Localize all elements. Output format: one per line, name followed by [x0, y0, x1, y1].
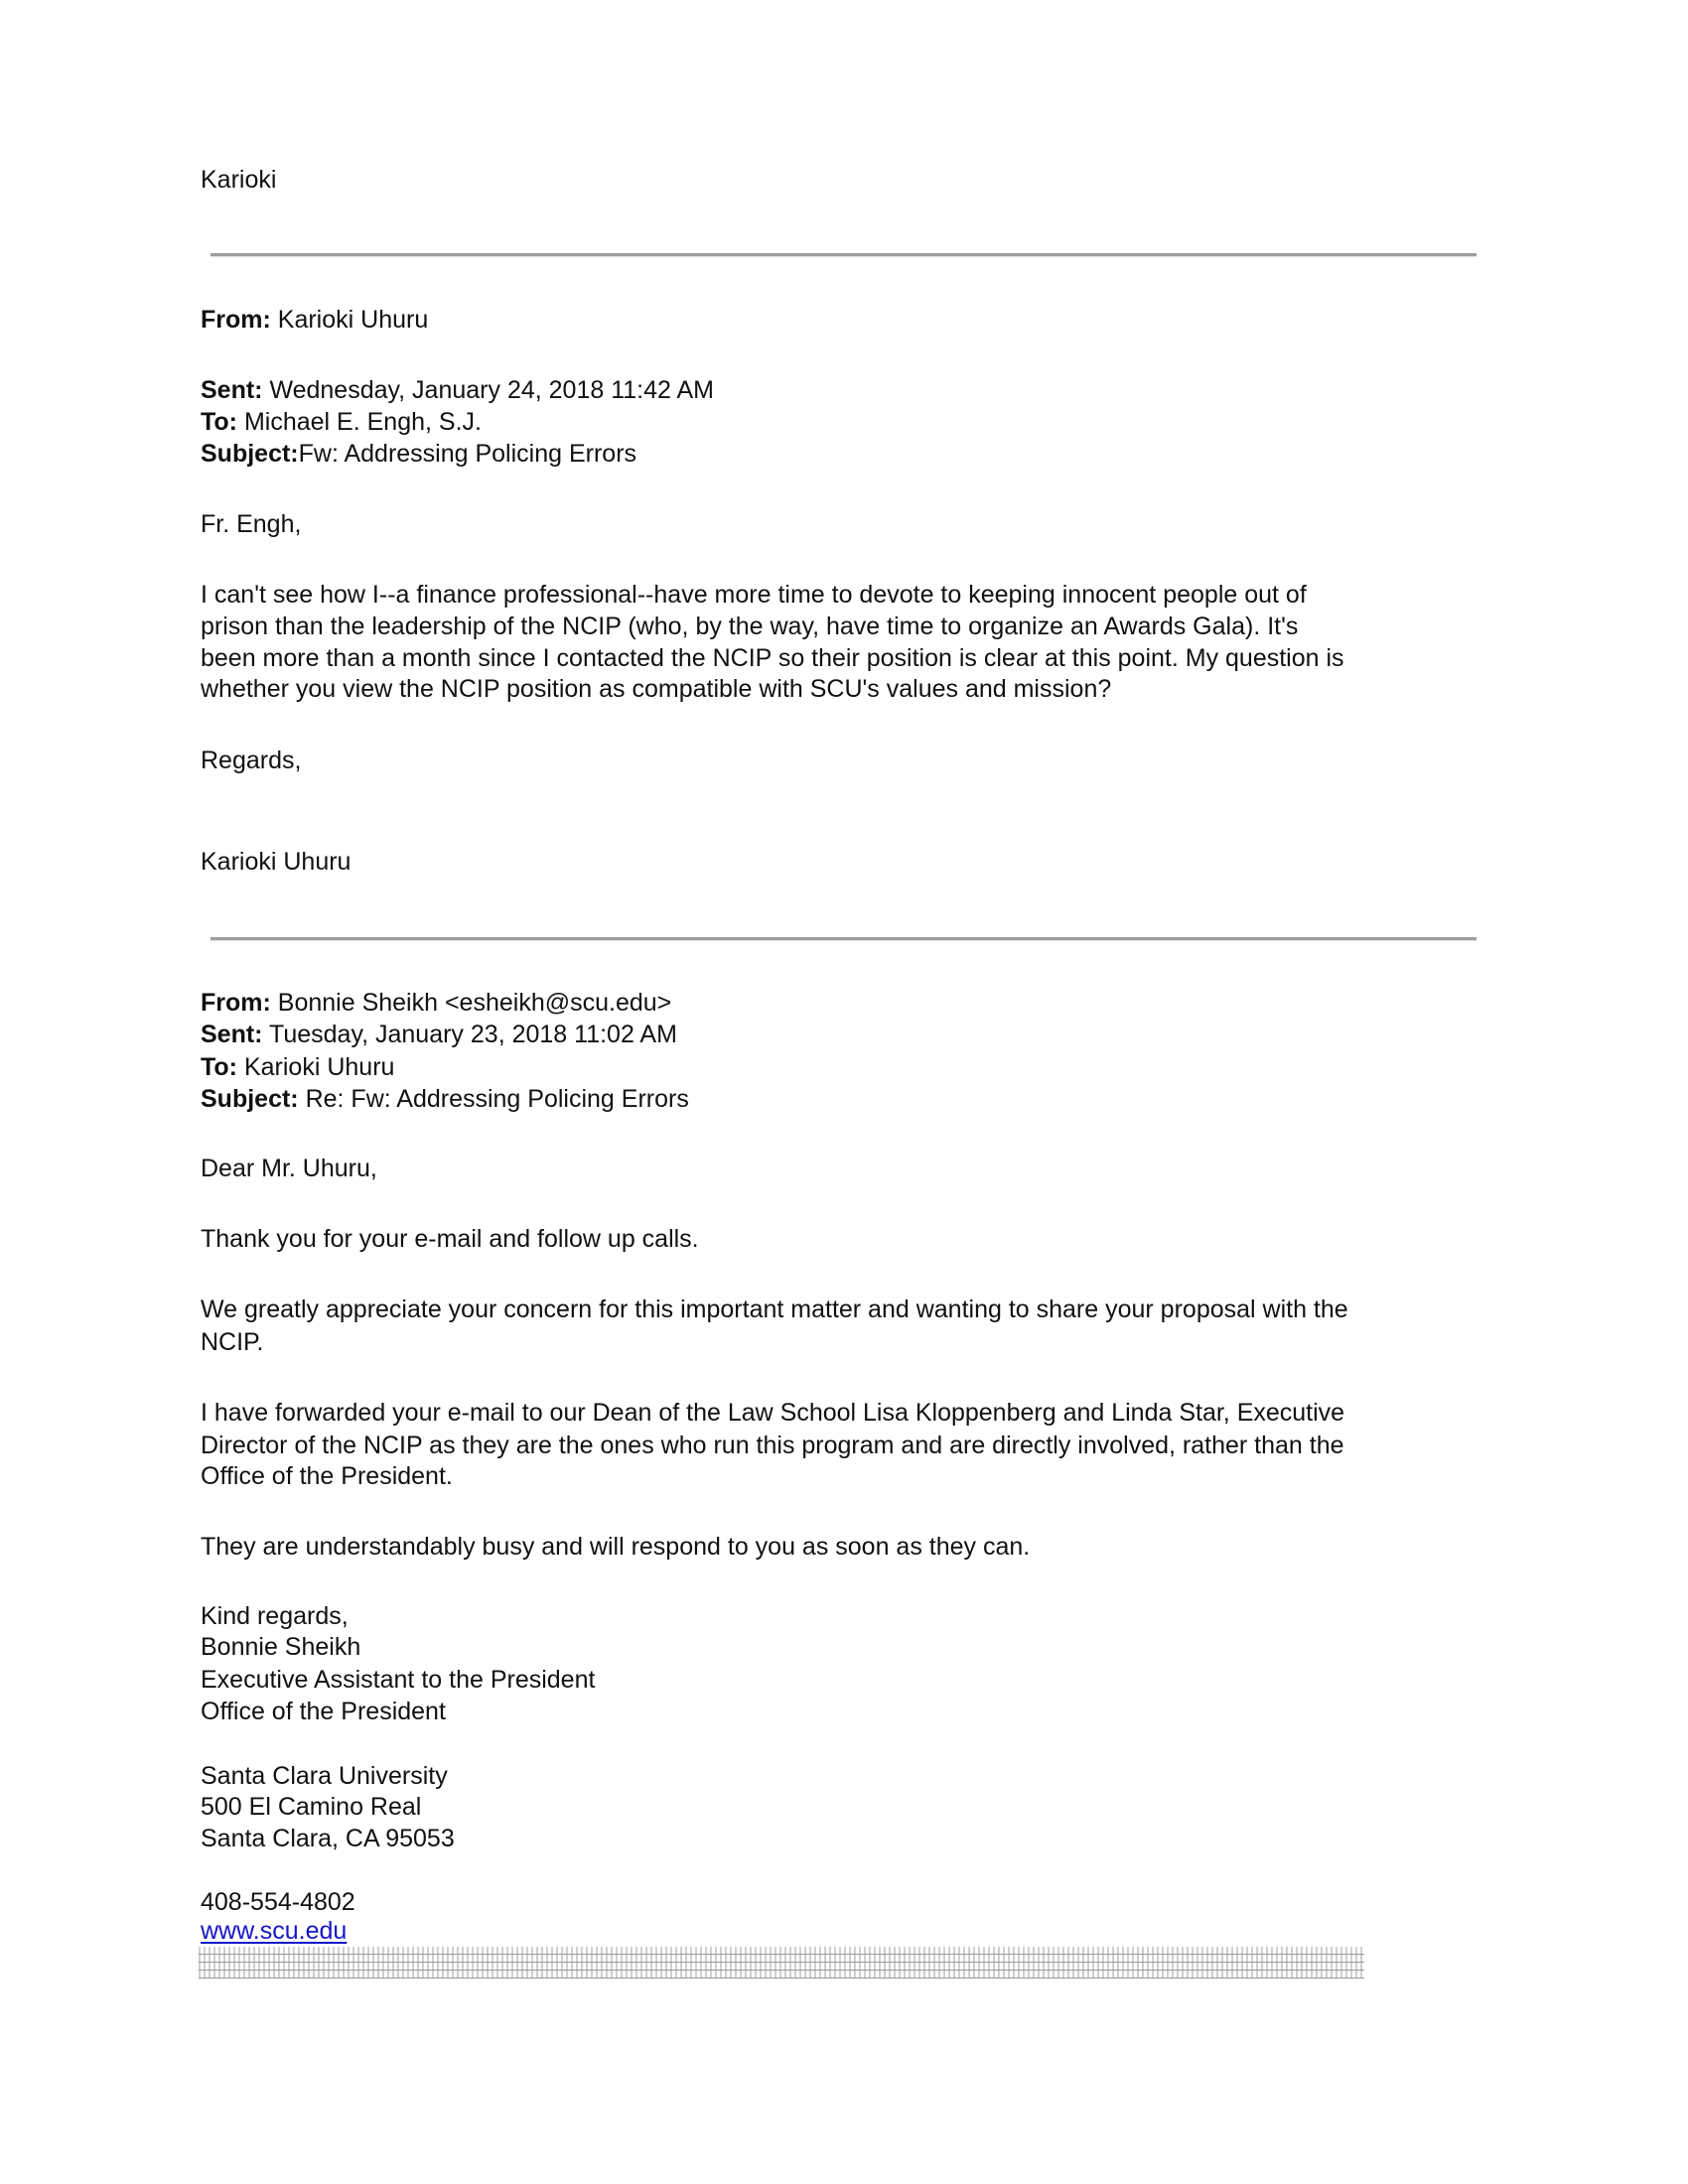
to-label: To: — [201, 408, 238, 436]
address-line: 500 El Camino Real — [201, 1793, 422, 1821]
subject-value: Fw: Addressing Policing Errors — [298, 440, 637, 468]
hatched-divider — [199, 1947, 1364, 1979]
email2-para3-line: Office of the President. — [201, 1462, 453, 1490]
phone-number: 408-554-4802 — [201, 1888, 355, 1916]
email2-sent — [201, 1019, 677, 1050]
subject-label: Subject: — [201, 440, 299, 468]
address-line: Santa Clara, CA 95053 — [201, 1825, 455, 1852]
email1-body-line: I can't see how I--a finance professional--have more time to devote to keeping innocent people out of — [201, 581, 1307, 609]
email1-greeting: Fr. Engh, — [201, 510, 302, 538]
email2-para2-line: NCIP. — [201, 1328, 264, 1356]
from-label: From: — [201, 306, 271, 334]
email1-from — [201, 304, 428, 336]
to-value: Michael E. Engh, S.J. — [243, 408, 482, 436]
email2-from — [201, 987, 671, 1019]
to-value: Karioki Uhuru — [243, 1053, 395, 1081]
email1-closing: Regards, — [201, 747, 302, 774]
email1-body-line: prison than the leadership of the NCIP (who, by the way, have time to organize an Awards Gala). It's — [201, 613, 1299, 640]
email2-para1: Thank you for your e-mail and follow up calls. — [201, 1225, 699, 1253]
website-link[interactable]: www.scu.edu — [201, 1917, 348, 1945]
email2-greeting: Dear Mr. Uhuru, — [201, 1155, 377, 1182]
subject-label: Subject: — [201, 1085, 299, 1113]
signature-office: Office of the President — [201, 1698, 446, 1725]
email1-sent — [201, 374, 714, 406]
to-label: To: — [201, 1053, 238, 1081]
separator-rule — [211, 937, 1477, 941]
website-line — [201, 1915, 347, 1947]
email2-para3-line: Director of the NCIP as they are the ones who run this program and are directly involved, rather than the — [201, 1432, 1344, 1459]
subject-value: Re: Fw: Addressing Policing Errors — [305, 1085, 689, 1113]
email2-para4: They are understandably busy and will respond to you as soon as they can. — [201, 1533, 1031, 1561]
sent-value: Wednesday, January 24, 2018 11:42 AM — [269, 376, 714, 404]
email2-para2-line: We greatly appreciate your concern for this important matter and wanting to share your proposal with the — [201, 1296, 1348, 1323]
from-value: Bonnie Sheikh <esheikh@scu.edu> — [277, 989, 672, 1017]
email2-para3-line: I have forwarded your e-mail to our Dean of the Law School Lisa Kloppenberg and Linda Star, Executive — [201, 1399, 1345, 1427]
signoff-name: Karioki — [201, 166, 277, 194]
email2-to — [201, 1051, 394, 1083]
email1-body-line: been more than a month since I contacted the NCIP so their position is clear at this point. My question is — [201, 644, 1344, 672]
sent-value: Tuesday, January 23, 2018 11:02 AM — [269, 1021, 677, 1048]
from-value: Karioki Uhuru — [277, 306, 429, 334]
email1-signature: Karioki Uhuru — [201, 848, 352, 876]
sent-label: Sent: — [201, 1021, 263, 1048]
address-line: Santa Clara University — [201, 1762, 448, 1790]
email2-closing: Kind regards, — [201, 1602, 349, 1630]
from-label: From: — [201, 989, 271, 1017]
email1-to — [201, 406, 482, 438]
email2-subject — [201, 1083, 689, 1115]
signature-name: Bonnie Sheikh — [201, 1633, 361, 1661]
separator-rule — [211, 253, 1477, 257]
email1-body-line: whether you view the NCIP position as compatible with SCU's values and mission? — [201, 675, 1112, 703]
sent-label: Sent: — [201, 376, 263, 404]
email1-subject — [201, 438, 636, 470]
signature-title: Executive Assistant to the President — [201, 1666, 596, 1694]
